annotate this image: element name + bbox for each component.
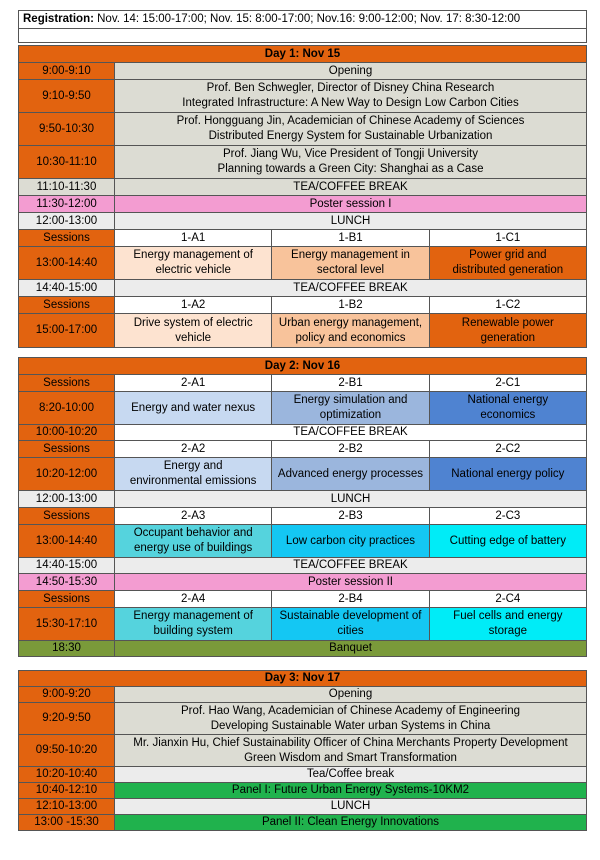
time-cell: 10:20-10:40 [19,767,115,783]
session-topic: Sustainable development of cities [272,608,429,641]
time-cell: 12:00-13:00 [19,213,115,230]
time-cell: 11:30-12:00 [19,196,115,213]
day3-title: Day 3: Nov 17 [19,671,587,687]
session-topic: Low carbon city practices [272,525,429,558]
session-id: 1-A2 [115,297,272,314]
sessions-label: Sessions [19,375,115,392]
registration-info: Registration: Nov. 14: 15:00-17:00; Nov. 15: 8:00-17:00; Nov.16: 9:00-12:00; Nov. 17: 8:30-12:00 [19,11,587,29]
time-cell: 18:30 [19,641,115,657]
sessions-label: Sessions [19,591,115,608]
time-cell: 9:00-9:20 [19,687,115,703]
break-cell: TEA/COFFEE BREAK [115,558,587,574]
session-id: 1-C1 [429,230,586,247]
time-cell: 9:00-9:10 [19,63,115,80]
session-topic: National energy economics [429,392,586,425]
sessions-label: Sessions [19,297,115,314]
session-topic: Energy and water nexus [115,392,272,425]
time-cell: 9:50-10:30 [19,113,115,146]
time-cell: 14:40-15:00 [19,280,115,297]
time-cell: 9:20-9:50 [19,703,115,735]
time-cell: 14:40-15:00 [19,558,115,574]
day3-table [18,670,587,831]
keynote-cell: Prof. Hao Wang, Academician of Chinese Academy of Engineering Developing Sustainable Water urban Systems in China [115,703,587,735]
keynote-cell: Prof. Ben Schwegler, Director of Disney China Research Integrated Infrastructure: A New Way to Design Low Carbon Cities [115,80,587,113]
keynote-cell: Prof. Hongguang Jin, Academician of Chinese Academy of Sciences Distributed Energy System for Sustainable Urbanization [115,113,587,146]
time-cell: 13:00 -15:30 [19,815,115,831]
opening-cell: Opening [115,687,587,703]
spacer-row [19,29,587,43]
time-cell: 9:10-9:50 [19,80,115,113]
day2-table [18,357,587,657]
session-id: 2-A2 [115,441,272,458]
session-id: 2-B1 [272,375,429,392]
session-topic: Energy and environmental emissions [115,458,272,491]
session-topic: Power grid and distributed generation [429,247,586,280]
session-topic: Energy management of electric vehicle [115,247,272,280]
session-id: 2-B3 [272,508,429,525]
break-cell: TEA/COFFEE BREAK [115,179,587,196]
session-id: 2-B2 [272,441,429,458]
session-topic: Occupant behavior and energy use of buildings [115,525,272,558]
time-cell: 09:50-10:20 [19,735,115,767]
session-id: 2-A3 [115,508,272,525]
session-id: 2-C3 [429,508,586,525]
lunch-cell: LUNCH [115,491,587,508]
time-cell: 11:10-11:30 [19,179,115,196]
time-cell: 10:30-11:10 [19,146,115,179]
sessions-label: Sessions [19,230,115,247]
lunch-cell: LUNCH [115,799,587,815]
time-cell: 10:00-10:20 [19,425,115,441]
time-cell: 12:10-13:00 [19,799,115,815]
session-id: 1-B1 [272,230,429,247]
session-topic: National energy policy [429,458,586,491]
opening-cell: Opening [115,63,587,80]
time-cell: 10:40-12:10 [19,783,115,799]
keynote-cell: Mr. Jianxin Hu, Chief Sustainability Officer of China Merchants Property Development Green Wisdom and Smart Transformation [115,735,587,767]
session-id: 1-C2 [429,297,586,314]
session-topic: Energy management of building system [115,608,272,641]
registration-table [18,10,587,43]
session-topic: Fuel cells and energy storage [429,608,586,641]
poster-cell: Poster session I [115,196,587,213]
poster-cell: Poster session II [115,574,587,591]
time-cell: 15:00-17:00 [19,314,115,348]
day1-table [18,45,587,348]
session-id: 1-A1 [115,230,272,247]
session-topic: Energy simulation and optimization [272,392,429,425]
session-id: 2-A4 [115,591,272,608]
session-id: 2-B4 [272,591,429,608]
break-cell: TEA/COFFEE BREAK [115,280,587,297]
time-cell: 15:30-17:10 [19,608,115,641]
sessions-label: Sessions [19,441,115,458]
time-cell: 10:20-12:00 [19,458,115,491]
session-id: 2-C2 [429,441,586,458]
session-id: 1-B2 [272,297,429,314]
day1-title: Day 1: Nov 15 [19,46,587,63]
break-cell: Tea/Coffee break [115,767,587,783]
session-topic: Advanced energy processes [272,458,429,491]
banquet-cell: Banquet [115,641,587,657]
time-cell: 8:20-10:00 [19,392,115,425]
session-id: 2-A1 [115,375,272,392]
session-topic: Renewable power generation [429,314,586,348]
time-cell: 12:00-13:00 [19,491,115,508]
session-topic: Drive system of electric vehicle [115,314,272,348]
session-topic: Cutting edge of battery [429,525,586,558]
time-cell: 14:50-15:30 [19,574,115,591]
break-cell: TEA/COFFEE BREAK [115,425,587,441]
session-topic: Energy management in sectoral level [272,247,429,280]
keynote-cell: Prof. Jiang Wu, Vice President of Tongji University Planning towards a Green City: Shanghai as a Case [115,146,587,179]
day2-title: Day 2: Nov 16 [19,358,587,375]
lunch-cell: LUNCH [115,213,587,230]
session-id: 2-C4 [429,591,586,608]
panel-cell: Panel I: Future Urban Energy Systems-10KM2 [115,783,587,799]
time-cell: 13:00-14:40 [19,247,115,280]
session-topic: Urban energy management, policy and economics [272,314,429,348]
sessions-label: Sessions [19,508,115,525]
session-id: 2-C1 [429,375,586,392]
panel-cell: Panel II: Clean Energy Innovations [115,815,587,831]
time-cell: 13:00-14:40 [19,525,115,558]
